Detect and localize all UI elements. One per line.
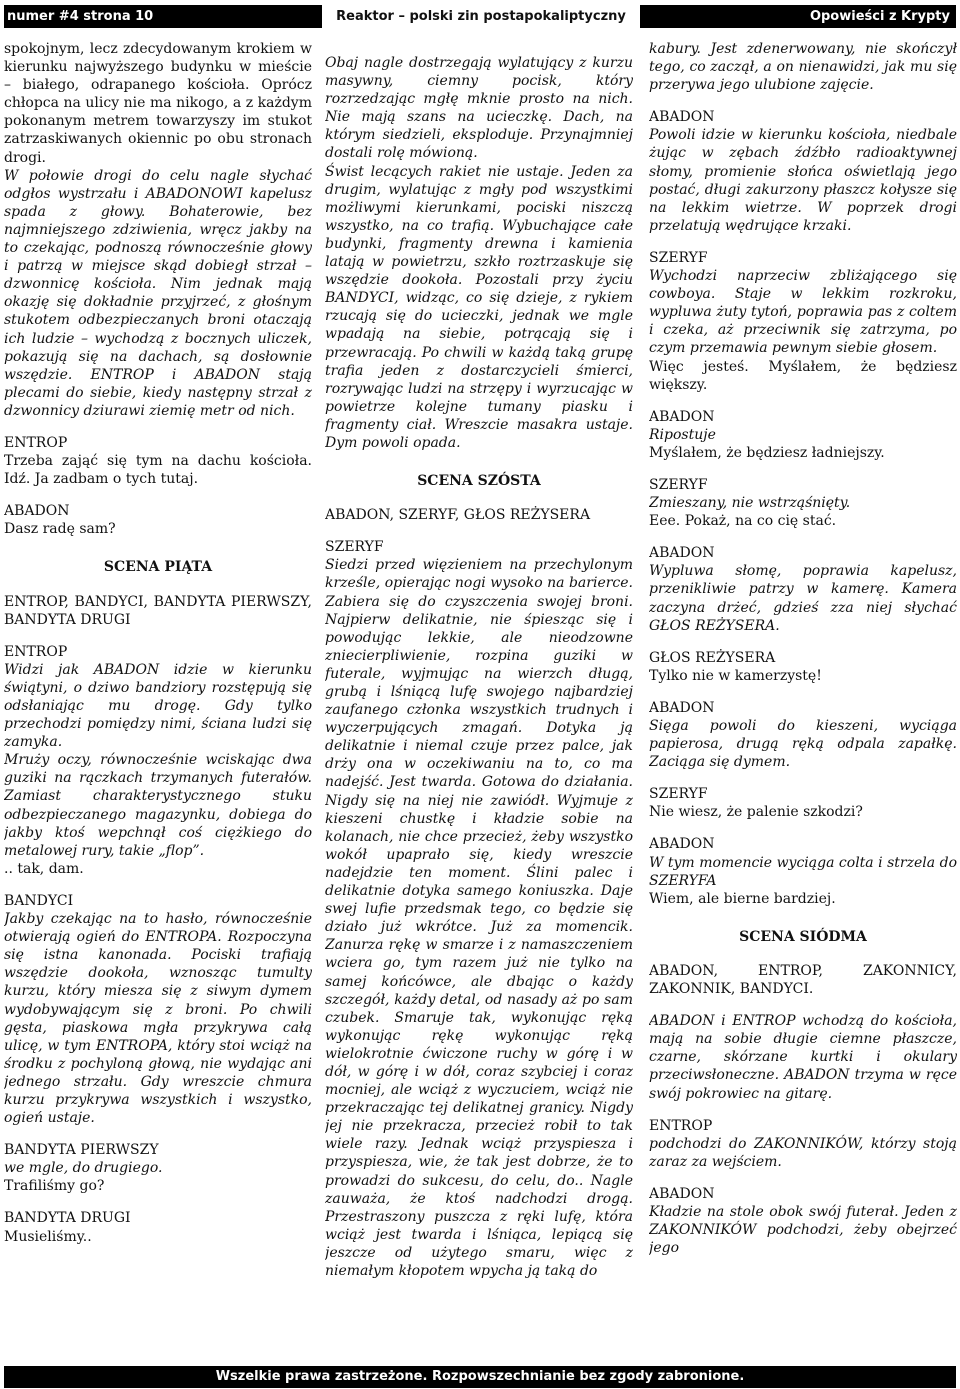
speaker-name: BANDYTA PIERWSZY: [4, 1142, 159, 1159]
speaker-name: SZERYF: [325, 539, 384, 556]
stage-direction: kabury. Jest zdenerwowany, nie skończył tego, co zaczął, a on nienawidzi, jak mu się przerywa jego ulubione zajęcie.: [649, 41, 957, 94]
stage-direction: Wychodzi naprzeciw zbliżającego się cowboya. Staje w lekkim rozkroku, wypluwa żuty tytoń, poprawia pas z coltem i czeka, aż przeciwnik się zatrzyma, po czym przemawia pewnym siebie głosem.: [649, 268, 957, 357]
stage-direction: Jakby czekając na to hasło, równocześnie otwierają ogień do ENTROPA. Rozpoczyna się istna kanonada. Pociski trafiają wszędzie dookoła, wznosząc tumulty kurzu, który miesza się z siwym dymem wydobywającym się z broni. Po chwili gęsta, piaskowa mgła przykrywa całą ulicę, w tym ENTROPA, który stoi wciąż na środku z pochyloną głową, nie wydając ani jednego strzału. Gdy wreszcie chmura kurzu przykrywa wszystkich i wszystko, ogień ustaje.: [4, 911, 312, 1127]
dialogue-line: Wiem, ale bierne bardziej.: [649, 890, 836, 907]
stage-direction: Ripostuje: [649, 426, 716, 443]
page-header: [0, 5, 960, 30]
scene-heading: SCENA SZÓSTA: [417, 473, 541, 490]
speaker-name: SZERYF: [649, 249, 708, 266]
stage-direction: Siedzi przed więzieniem na przechylonym krześle, opierając nogi wysoko na barierce. Zabiera się do czyszczenia swojej broni. Najpierw delikatnie, nie śpiesząc się i powodując lekkie, ale nieodzowne zniecierpliwienie, rozpina guziki w futerale, wyjmując na wierzch długą, grubą i lśniącą lufę swojego najbardziej zaufanego członka wszystkich trudnych i wyczerpujących zmagań. Dotyka ją delikatnie i niemal czuje przez palce, jak drży ona w oczekiwaniu na to, co ma nadejść. Jest twarda. Gotowa do działania. Nigdy się na niej nie zawiódł. Wyjmuje z kieszeni chustkę i kładzie sobie na kolanach, nie chce przecież, żeby wszystko wokół upaprało się, kiedy wreszcie nadejdzie ten moment. Ślini palec i delikatnie dotyka samego koniuszka. Daje swej lufie przedsmak tego, co będzie się działo już wkrótce. Już za momencik. Zanurza rękę w smarze i z namaszczeniem wciera go, tym razem już nie tylko na samej końcówce, ale dbając o każdy szczegół, każdy detal, od nasady aż po sam czubek. Smaruje tak, wykonując ręką wykonując rękę wykonując ręką wielokrotnie ćwiczone ruchy w górę i w dół, w górę i w dół, coraz szybciej i coraz mocniej, ale wciąż z wyczuciem, wciąż nie przekraczając tej delikatnej granicy. Nigdy jej nie przekracza, przecież robił to tak wiele razy. Jednak wciąż przyspiesza i przyspiesza, wie, że tak jest dobrze, że to prowadzi do sukcesu, do celu, do.. Nagle zauważa, że ktoś nadchodzi drogą. Przestraszony puszcza z ręki lufę, która wciąż jest twarda i lśniąca, lepiącą się jeszcze od użytego smaru, więc z niemałym kłopotem wpycha ją taką do: [325, 557, 633, 1279]
dialogue-line: .. tak, dam.: [4, 860, 84, 877]
stage-direction: Powoli idzie w kierunku kościoła, niedbale żując w zębach źdźbło radioaktywnej słomy, promienie słońca oświetlają jego postać, długi zakurzony płaszcz kołysze się na lekkim wietrze. W poprzek drogi przelatują wędrujące krzaki.: [649, 127, 957, 234]
dialogue-line: Trzeba zająć się tym na dachu kościoła. Idź. Ja zadbam o tych tutaj.: [4, 453, 312, 488]
scene-cast: ENTROP, BANDYCI, BANDYTA PIERWSZY, BANDYTA DRUGI: [4, 593, 312, 628]
dialogue-line: Nie wiesz, że palenie szkodzi?: [649, 804, 863, 821]
speaker-name: BANDYTA DRUGI: [4, 1210, 131, 1227]
speaker-name: ABADON: [649, 699, 715, 716]
zine-title: Reaktor – polski zin postapokaliptyczny: [336, 9, 626, 24]
dialogue-line: Więc jesteś. Myślałem, że będziesz większy.: [649, 358, 957, 393]
stage-direction: podchodzi do ZAKONNIKÓW, którzy stoją zaraz za wejściem.: [649, 1135, 957, 1170]
speaker-name: BANDYCI: [4, 892, 74, 909]
dialogue-line: Musieliśmy..: [4, 1228, 92, 1245]
text-column-1: [4, 40, 312, 1350]
speaker-name: ABADON: [649, 836, 715, 853]
stage-direction: we mgle, do drugiego.: [4, 1160, 163, 1177]
speaker-name: ABADON: [649, 109, 715, 126]
speaker-name: ABADON: [4, 503, 70, 520]
dialogue-line: Eee. Pokaż, na co cię stać.: [649, 513, 837, 530]
speaker-name: GŁOS REŻYSERA: [649, 649, 776, 666]
speaker-name: SZERYF: [649, 476, 708, 493]
stage-direction: Wypluwa słomę, poprawia kapelusz, przenikliwie patrzy w kamerę. Kamera zaczyna drżeć, gdzieś zza niej słychać GŁOS REŻYSERA.: [649, 563, 957, 634]
section-title: Opowieści z Krypty: [640, 5, 956, 28]
stage-direction: ABADON i ENTROP wchodzą do kościoła, mają na sobie długie ciemne płaszcze, czarne, skórzane kurtki i okulary przeciwsłoneczne. ABADON trzyma w ręce swój pokrowiec na gitarę.: [649, 1013, 957, 1102]
stage-direction: Świst lecących rakiet nie ustaje. Jeden za drugim, wylatując z mgły pod wszystkimi możliwymi kierunkami, pociski niszczą wszystko, na co trafią. Wybuchające całe budynki, fragmenty drewna i kamienia latają w powietrzu, szkło roztrzaskuje się wszędzie dookoła. Pozostali przy życiu BANDYCI, widząc, co się dzieje, z rykiem rzucają się do ucieczki, jednak we mgle wpadają na siebie, potrącają się i przewracają. Po chwili w każdą taką grupę trafia jeden z dostarczycieli śmierci, rozrywając ludzi na strzępy i wyrzucając w powietrze kolejne tumany piasku i fragmenty ciał. Wreszcie masakra ustaje. Dym powoli opada.: [325, 163, 633, 451]
stage-direction: Kładzie na stole obok swój futerał. Jeden z ZAKONNIKÓW podchodzi, żeby obejrzeć jego: [649, 1203, 957, 1257]
speaker-name: ENTROP: [649, 1117, 713, 1134]
scene-heading: SCENA SIÓDMA: [739, 928, 867, 945]
speaker-name: ABADON: [649, 408, 715, 425]
text-column-2: [325, 40, 633, 1350]
dialogue-line: Trafiliśmy go?: [4, 1178, 105, 1195]
speaker-name: ENTROP: [4, 643, 68, 660]
stage-direction: Sięga powoli do kieszeni, wyciąga papierosa, drugą ręką odpala zapałkę. Zaciąga się dymem.: [649, 718, 957, 771]
speaker-name: ABADON: [649, 1185, 715, 1202]
stage-direction: W połowie drogi do celu nagle słychać odgłos wystrzału i ABADONOWI kapelusz spada z głowy. Bohaterowie, bez najmniejszego zdziwienia, wręcz jakby na to czekając, podnoszą równocześnie głowy i patrzą w miejsce skąd dobiegł strzał – dzwonnicę kościoła. Nim jednak mają okazję się dokładnie przyjrzeć, z głośnym stukotem odbezpieczanych broni otaczają ich ludzie – wychodzą z bocznych uliczek, pokazują się na dachach, są dosłownie wszędzie. ENTROP i ABADON stają plecami do siebie, kiedy następny strzał z dzwonnicy dziurawi ziemię metr od nich.: [4, 167, 312, 419]
speaker-name: ABADON: [649, 545, 715, 562]
speaker-name: ENTROP: [4, 434, 68, 451]
dialogue-line: Dasz radę sam?: [4, 521, 116, 538]
scene-cast: ABADON, ENTROP, ZAKONNICY, ZAKONNIK, BANDYCI.: [649, 962, 957, 998]
stage-direction: Zmieszany, nie wstrząśnięty.: [649, 495, 851, 512]
stage-direction: Widzi jak ABADON idzie w kierunku świątyni, o dziwo bandziory rozstępują się odsłaniając mu drogę. Gdy tylko przechodzi pomiędzy nimi, ściana ludzi się zamyka.: [4, 661, 312, 751]
scene-heading: SCENA PIĄTA: [103, 559, 213, 576]
stage-direction: Mruży oczy, równocześnie wciskając dwa guziki na rączkach trzymanych futerałów. Zamiast charakterystycznego stuku odbezpieczanego magazynku, dobiega do jakby ktoś wepchnął coś ciężkiego do metalowej rury, takie „flop”.: [4, 752, 312, 859]
scene-cast: ABADON, SZERYF, GŁOS REŻYSERA: [325, 507, 591, 524]
copyright-footer: Wszelkie prawa zastrzeżone. Rozpowszechnianie bez zgody zabronione.: [4, 1366, 956, 1388]
stage-direction: Obaj nagle dostrzegają wylatujący z kurzu masywny, ciemny pocisk, który rozrzedzając mgłę mknie prosto na nich. Nie mają szans na ucieczkę. Dach, na którym siedzieli, eksploduje. Przynajmniej dostali rolę mówioną.: [325, 55, 633, 162]
text-column-3: [649, 40, 957, 1350]
paragraph: spokojnym, lecz zdecydowanym krokiem w kierunku najwyższego budynku w mieście – białego, odrapanego kościoła. Oprócz chłopca na ulicy nie ma nikogo, a z każdym pokonanym metrem towarzyszy im stukot zatrzaskiwanych okiennic po obu stronach drogi.: [4, 41, 312, 166]
speaker-name: SZERYF: [649, 786, 708, 803]
dialogue-line: Tylko nie w kamerzystę!: [649, 667, 822, 684]
dialogue-line: Myślałem, że będziesz ładniejszy.: [649, 444, 885, 461]
stage-direction: W tym momencie wyciąga colta i strzela do SZERYFA: [649, 854, 957, 889]
issue-page-label: numer #4 strona 10: [4, 5, 322, 28]
